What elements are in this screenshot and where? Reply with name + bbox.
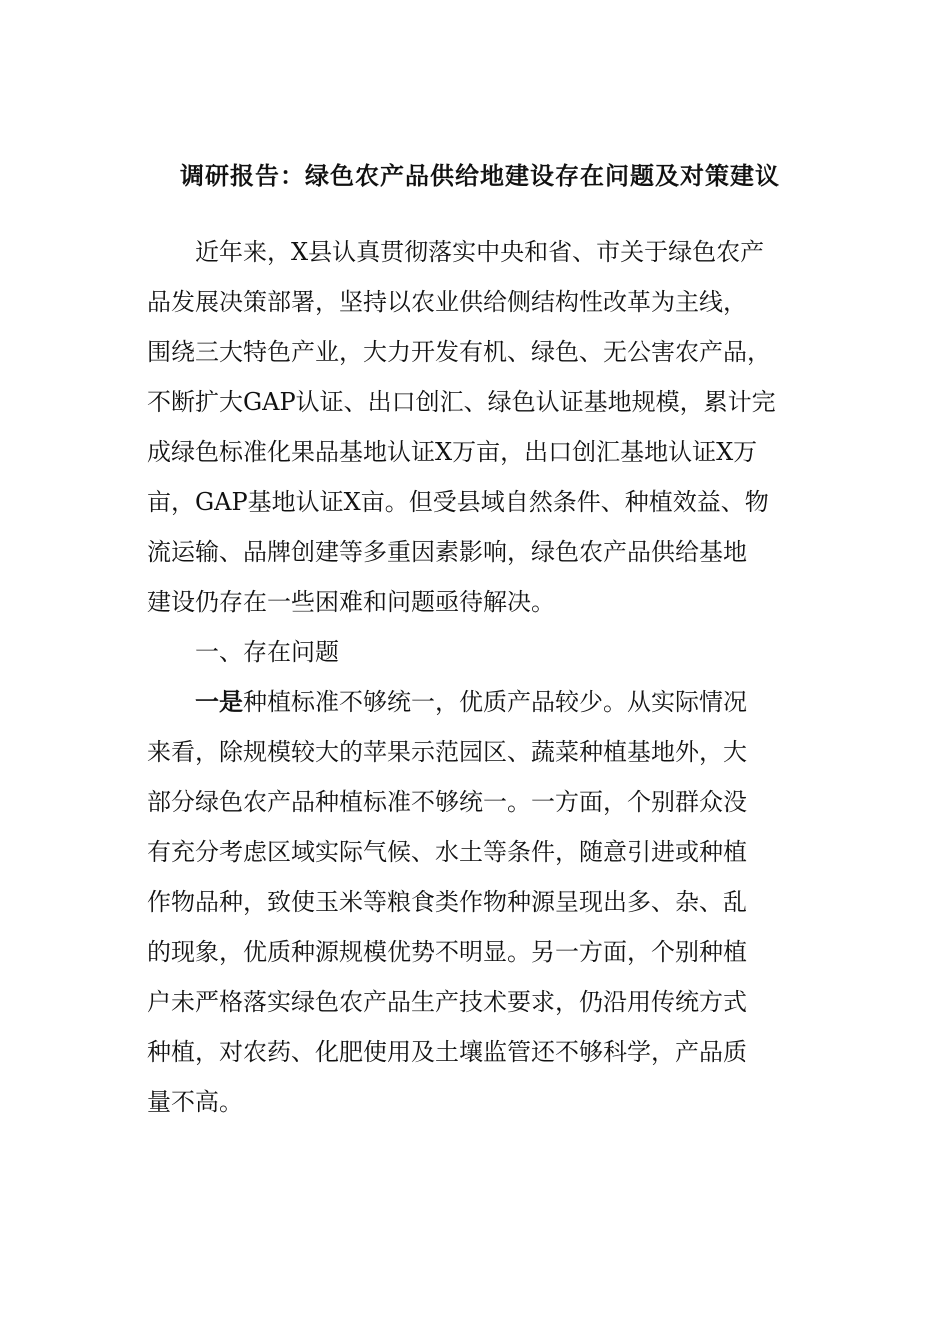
point1-line-8: 种植，对农药、化肥使用及土壤监管还不够科学，产品质 [147, 1038, 747, 1066]
document-title: 调研报告：绿色农产品供给地建设存在问题及对策建议 [180, 161, 780, 190]
intro-line-8: 建设仍存在一些困难和问题亟待解决。 [147, 588, 555, 616]
section-heading: 一、存在问题 [195, 638, 339, 666]
intro-line-2: 品发展决策部署，坚持以农业供给侧结构性改革为主线， [147, 288, 747, 316]
intro-line-3: 围绕三大特色产业，大力开发有机、绿色、无公害农产品， [147, 338, 771, 366]
point1-line-3: 部分绿色农产品种植标准不够统一。一方面，个别群众没 [147, 788, 747, 816]
point1-line-5: 作物品种，致使玉米等粮食类作物种源呈现出多、杂、乱 [147, 888, 747, 916]
point1-first-line-text: 种植标准不够统一，优质产品较少。从实际情况 [243, 688, 747, 716]
point1-line-2: 来看，除规模较大的苹果示范园区、蔬菜种植基地外，大 [147, 738, 747, 766]
intro-line-1: 近年来，X县认真贯彻落实中央和省、市关于绿色农产 [195, 238, 765, 266]
intro-line-6: 亩，GAP基地认证X亩。但受县域自然条件、种植效益、物 [147, 488, 769, 516]
point1-line-7: 户未严格落实绿色农产品生产技术要求，仍沿用传统方式 [147, 988, 747, 1016]
point1-line-6: 的现象，优质种源规模优势不明显。另一方面，个别种植 [147, 938, 747, 966]
point1-lead: 一是 [195, 687, 243, 716]
intro-line-5: 成绿色标准化果品基地认证X万亩，出口创汇基地认证X万 [147, 438, 758, 466]
document-body [147, 227, 812, 1127]
intro-line-7: 流运输、品牌创建等多重因素影响，绿色农产品供给基地 [147, 538, 747, 566]
intro-line-4: 不断扩大GAP认证、出口创汇、绿色认证基地规模，累计完 [147, 388, 776, 416]
point1-line-1 [147, 677, 812, 727]
point1-line-9: 量不高。 [147, 1088, 243, 1116]
point1-line-4: 有充分考虑区域实际气候、水土等条件，随意引进或种植 [147, 838, 747, 866]
